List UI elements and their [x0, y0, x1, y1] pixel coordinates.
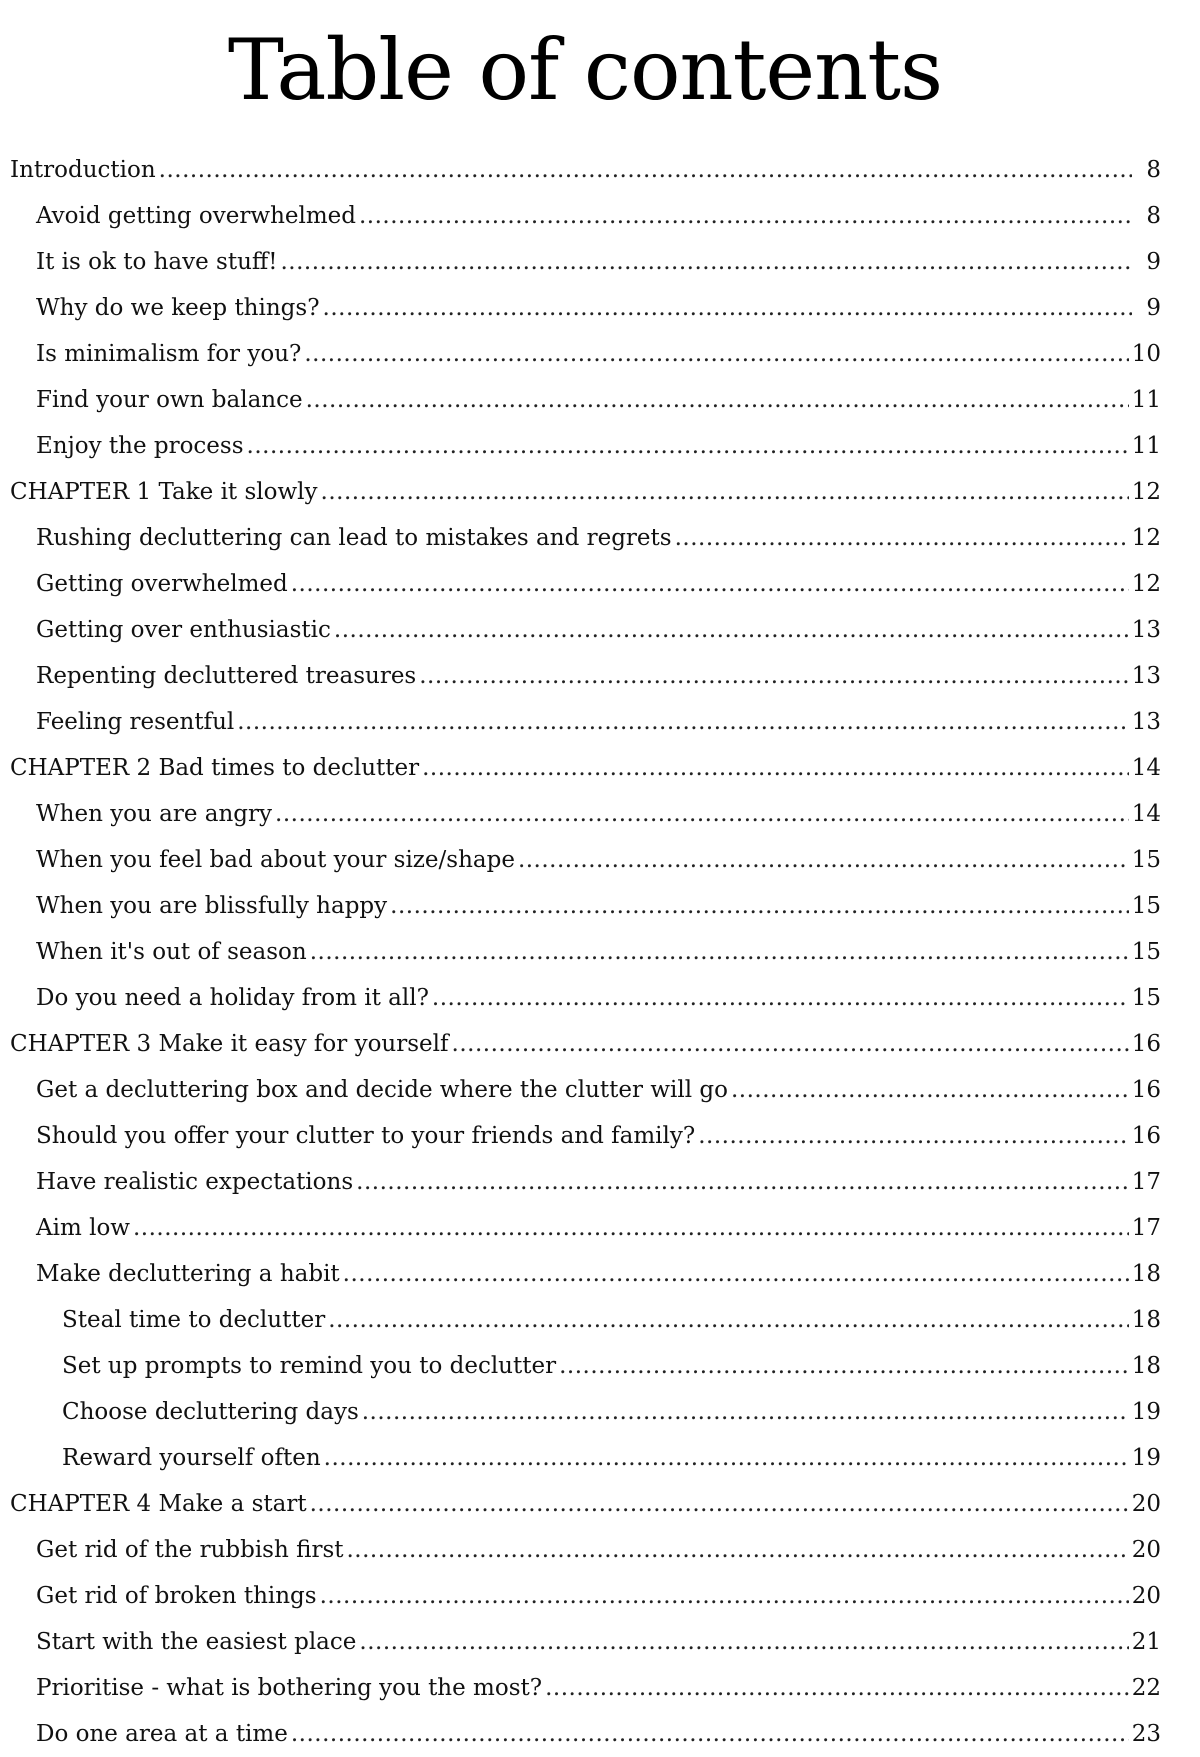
toc-section-entry[interactable]: [10, 1619, 1161, 1665]
toc-page-number: 16: [1131, 1123, 1161, 1149]
toc-section-entry[interactable]: [10, 883, 1161, 929]
toc-entry-label: CHAPTER 3 Make it easy for yourself: [10, 1031, 449, 1057]
toc-page-number: 8: [1146, 203, 1161, 229]
toc-page-number: 19: [1131, 1445, 1161, 1471]
toc-page-number: 14: [1131, 801, 1161, 827]
toc-chapter-entry[interactable]: [10, 1021, 1161, 1067]
toc-entry-label: Do one area at a time: [36, 1721, 288, 1747]
toc-dot-leader: [356, 1159, 1129, 1205]
toc-section-entry[interactable]: [10, 1159, 1161, 1205]
toc-entry-label: Getting over enthusiastic: [36, 617, 331, 643]
toc-section-entry[interactable]: [10, 607, 1161, 653]
toc-dot-leader: [334, 607, 1129, 653]
toc-chapter-entry[interactable]: [10, 469, 1161, 515]
toc-section-entry[interactable]: [10, 1205, 1161, 1251]
toc-section-entry[interactable]: [10, 699, 1161, 745]
toc-dot-leader: [237, 699, 1128, 745]
toc-entry-label: Have realistic expectations: [36, 1169, 354, 1195]
toc-page-number: 9: [1146, 295, 1161, 321]
toc-entry-label: Why do we keep things?: [36, 295, 320, 321]
toc-section-entry[interactable]: [10, 1251, 1161, 1297]
toc-dot-leader: [321, 469, 1129, 515]
toc-section-entry[interactable]: [10, 1527, 1161, 1573]
toc-dot-leader: [419, 653, 1128, 699]
toc-subsection-entry[interactable]: [10, 1297, 1161, 1343]
toc-entry-label: Get rid of broken things: [36, 1583, 317, 1609]
toc-page-number: 20: [1131, 1583, 1161, 1609]
toc-page-number: 19: [1131, 1399, 1161, 1425]
toc-dot-leader: [559, 1343, 1129, 1389]
toc-page-number: 12: [1131, 479, 1161, 505]
toc-dot-leader: [432, 975, 1129, 1021]
toc-page-number: 18: [1131, 1261, 1161, 1287]
toc-dot-leader: [320, 1573, 1129, 1619]
toc-chapter-entry[interactable]: [10, 147, 1161, 193]
toc-dot-leader: [731, 1067, 1129, 1113]
toc-section-entry[interactable]: [10, 561, 1161, 607]
toc-dot-leader: [281, 239, 1133, 285]
toc-section-entry[interactable]: [10, 515, 1161, 561]
toc-section-entry[interactable]: [10, 239, 1161, 285]
toc-page-number: 12: [1131, 571, 1161, 597]
toc-dot-leader: [291, 561, 1129, 607]
toc-entry-label: Find your own balance: [36, 387, 303, 413]
toc-dot-leader: [452, 1021, 1129, 1067]
toc-page-number: 12: [1131, 525, 1161, 551]
toc-dot-leader: [324, 1435, 1129, 1481]
toc-entry-label: Rushing decluttering can lead to mistakes and regrets: [36, 525, 672, 551]
toc-section-entry[interactable]: [10, 423, 1161, 469]
toc-entry-label: Get rid of the rubbish first: [36, 1537, 344, 1563]
toc-page-number: 15: [1131, 893, 1161, 919]
toc-page-number: 18: [1131, 1307, 1161, 1333]
toc-page-number: 17: [1131, 1215, 1161, 1241]
toc-dot-leader: [698, 1113, 1129, 1159]
toc-dot-leader: [328, 1297, 1129, 1343]
toc-entry-label: It is ok to have stuff!: [36, 249, 278, 275]
toc-subsection-entry[interactable]: [10, 1343, 1161, 1389]
toc-section-entry[interactable]: [10, 1067, 1161, 1113]
toc-page-number: 20: [1131, 1491, 1161, 1517]
toc-page-number: 11: [1131, 433, 1161, 459]
toc-dot-leader: [359, 193, 1132, 239]
toc-page-number: 16: [1131, 1031, 1161, 1057]
toc-dot-leader: [291, 1711, 1129, 1757]
toc-section-entry[interactable]: [10, 929, 1161, 975]
toc-dot-leader: [347, 1527, 1129, 1573]
toc-page-number: 11: [1131, 387, 1161, 413]
toc-entry-label: Choose decluttering days: [62, 1399, 359, 1425]
toc-dot-leader: [310, 929, 1129, 975]
toc-section-entry[interactable]: [10, 285, 1161, 331]
toc-entry-label: Avoid getting overwhelmed: [36, 203, 356, 229]
toc-page-number: 15: [1131, 847, 1161, 873]
toc-entry-label: When you are blissfully happy: [36, 893, 388, 919]
toc-dot-leader: [390, 883, 1129, 929]
toc-page-number: 14: [1131, 755, 1161, 781]
toc-page-number: 23: [1131, 1721, 1161, 1747]
toc-entry-label: When you are angry: [36, 801, 273, 827]
toc-page-number: 10: [1131, 341, 1161, 367]
toc-dot-leader: [133, 1205, 1129, 1251]
toc-page-number: 16: [1131, 1077, 1161, 1103]
toc-page-number: 9: [1146, 249, 1161, 275]
toc-page-number: 22: [1131, 1675, 1161, 1701]
toc-page-number: 21: [1131, 1629, 1161, 1655]
toc-entry-label: When you feel bad about your size/shape: [36, 847, 515, 873]
toc-chapter-entry[interactable]: [10, 1481, 1161, 1527]
toc-section-entry[interactable]: [10, 653, 1161, 699]
toc-entry-label: Prioritise - what is bothering you the most?: [36, 1675, 543, 1701]
toc-dot-leader: [343, 1251, 1129, 1297]
toc-page-number: 13: [1131, 663, 1161, 689]
toc-dot-leader: [359, 1619, 1128, 1665]
toc-page-number: 20: [1131, 1537, 1161, 1563]
page-title: Table of contents: [227, 21, 943, 119]
toc-section-entry[interactable]: [10, 193, 1161, 239]
toc-entry-label: Reward yourself often: [62, 1445, 321, 1471]
toc-subsection-entry[interactable]: [10, 1435, 1161, 1481]
toc-entry-label: Do you need a holiday from it all?: [36, 985, 429, 1011]
toc-page-number: 13: [1131, 617, 1161, 643]
toc-entry-label: Make decluttering a habit: [36, 1261, 340, 1287]
toc-dot-leader: [275, 791, 1129, 837]
toc-section-entry[interactable]: [10, 1711, 1161, 1757]
toc-chapter-entry[interactable]: [10, 745, 1161, 791]
toc-entry-label: Start with the easiest place: [36, 1629, 357, 1655]
toc-page-number: 15: [1131, 939, 1161, 965]
toc-section-entry[interactable]: [10, 1573, 1161, 1619]
toc-entry-label: Getting overwhelmed: [36, 571, 288, 597]
toc-section-entry[interactable]: [10, 791, 1161, 837]
toc-page-number: 17: [1131, 1169, 1161, 1195]
toc-section-entry[interactable]: [10, 1665, 1161, 1711]
toc-dot-leader: [518, 837, 1129, 883]
toc-page-number: 18: [1131, 1353, 1161, 1379]
toc-entry-label: CHAPTER 2 Bad times to declutter: [10, 755, 420, 781]
toc-section-entry[interactable]: [10, 331, 1161, 377]
toc-dot-leader: [310, 1481, 1129, 1527]
toc-entry-label: Aim low: [36, 1215, 130, 1241]
toc-entry-label: Steal time to declutter: [62, 1307, 326, 1333]
toc-dot-leader: [159, 147, 1132, 193]
toc-entry-label: Is minimalism for you?: [36, 341, 302, 367]
toc-entry-label: CHAPTER 1 Take it slowly: [10, 479, 318, 505]
toc-dot-leader: [545, 1665, 1129, 1711]
toc-entry-label: Feeling resentful: [36, 709, 235, 735]
toc-page-number: 13: [1131, 709, 1161, 735]
toc-page-number: 8: [1146, 157, 1161, 183]
toc-page-number: 15: [1131, 985, 1161, 1011]
toc-dot-leader: [306, 377, 1129, 423]
toc-entry-label: CHAPTER 4 Make a start: [10, 1491, 307, 1517]
toc-dot-leader: [422, 745, 1129, 791]
toc-dot-leader: [362, 1389, 1129, 1435]
toc-dot-leader: [247, 423, 1129, 469]
toc-entry-label: Set up prompts to remind you to declutter: [62, 1353, 557, 1379]
toc-entry-label: Repenting decluttered treasures: [36, 663, 417, 689]
toc-dot-leader: [304, 331, 1128, 377]
toc-entry-label: Introduction: [10, 157, 156, 183]
toc-subsection-entry[interactable]: [10, 1389, 1161, 1435]
toc-entry-label: Should you offer your clutter to your friends and family?: [36, 1123, 696, 1149]
toc-list: [10, 147, 1161, 1757]
toc-section-entry[interactable]: [10, 1113, 1161, 1159]
toc-section-entry[interactable]: [10, 377, 1161, 423]
toc-section-entry[interactable]: [10, 837, 1161, 883]
toc-entry-label: Enjoy the process: [36, 433, 244, 459]
toc-entry-label: When it's out of season: [36, 939, 307, 965]
toc-section-entry[interactable]: [10, 975, 1161, 1021]
toc-entry-label: Get a decluttering box and decide where the clutter will go: [36, 1077, 728, 1103]
toc-dot-leader: [323, 285, 1132, 331]
toc-dot-leader: [675, 515, 1129, 561]
